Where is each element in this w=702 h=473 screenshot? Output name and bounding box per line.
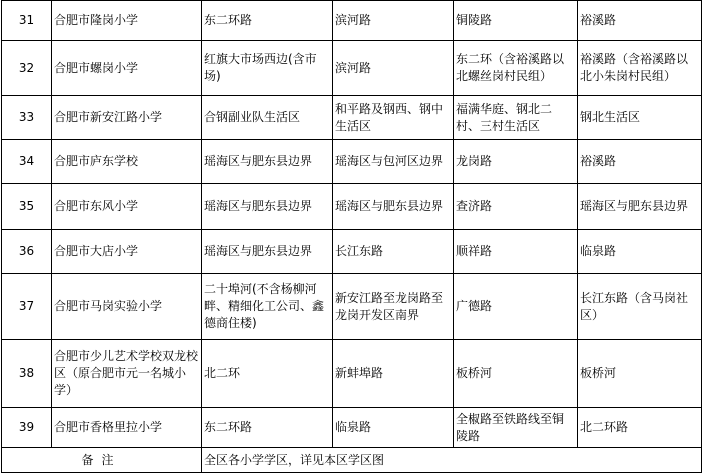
table-row (2, 340, 702, 408)
north-boundary: 钢北生活区 (578, 96, 702, 140)
west-boundary: 滨河路 (333, 41, 454, 96)
school-name: 合肥市东风小学 (52, 184, 202, 230)
north-boundary: 长江东路（含马岗社区） (578, 274, 702, 340)
row-number: 34 (2, 140, 52, 184)
north-boundary: 裕溪路 (578, 140, 702, 184)
west-boundary: 瑶海区与肥东县边界 (333, 184, 454, 230)
row-number: 36 (2, 230, 52, 274)
table-row (2, 140, 702, 184)
north-boundary: 临泉路 (578, 230, 702, 274)
south-boundary: 铜陵路 (454, 1, 578, 41)
table-row (2, 41, 702, 96)
east-boundary: 东二环路 (202, 408, 333, 448)
south-boundary: 查济路 (454, 184, 578, 230)
west-boundary: 新蚌埠路 (333, 340, 454, 408)
table-body (2, 1, 702, 473)
row-number: 32 (2, 41, 52, 96)
north-boundary: 裕溪路（含裕溪路以北小朱岗村民组） (578, 41, 702, 96)
row-number: 33 (2, 96, 52, 140)
table-row (2, 274, 702, 340)
west-boundary: 滨河路 (333, 1, 454, 41)
row-number: 31 (2, 1, 52, 41)
school-name: 合肥市螺岗小学 (52, 41, 202, 96)
east-boundary: 二十埠河(不含杨柳河畔、精细化工公司、鑫德商住楼) (202, 274, 333, 340)
east-boundary: 瑶海区与肥东县边界 (202, 140, 333, 184)
school-name: 合肥市马岗实验小学 (52, 274, 202, 340)
south-boundary: 全椒路至铁路线至铜陵路 (454, 408, 578, 448)
south-boundary: 龙岗路 (454, 140, 578, 184)
row-number: 39 (2, 408, 52, 448)
south-boundary: 广德路 (454, 274, 578, 340)
table-row (2, 96, 702, 140)
school-name: 合肥市香格里拉小学 (52, 408, 202, 448)
row-number: 37 (2, 274, 52, 340)
north-boundary: 瑶海区与肥东县边界 (578, 184, 702, 230)
east-boundary: 瑶海区与肥东县边界 (202, 184, 333, 230)
north-boundary: 裕溪路 (578, 1, 702, 41)
east-boundary: 北二环 (202, 340, 333, 408)
note-text: 全区各小学学区，详见本区学区图 (202, 448, 702, 473)
table-row (2, 184, 702, 230)
west-boundary: 和平路及钢西、钢中生活区 (333, 96, 454, 140)
east-boundary: 红旗大市场西边(含市场) (202, 41, 333, 96)
school-name: 合肥市隆岗小学 (52, 1, 202, 41)
note-label: 备注 (2, 448, 202, 473)
south-boundary: 顺祥路 (454, 230, 578, 274)
table-row (2, 230, 702, 274)
west-boundary: 瑶海区与包河区边界 (333, 140, 454, 184)
row-number: 35 (2, 184, 52, 230)
east-boundary: 东二环路 (202, 1, 333, 41)
table-row (2, 1, 702, 41)
north-boundary: 板桥河 (578, 340, 702, 408)
row-number: 38 (2, 340, 52, 408)
west-boundary: 临泉路 (333, 408, 454, 448)
south-boundary: 福满华庭、钢北二村、三村生活区 (454, 96, 578, 140)
east-boundary: 合钢副业队生活区 (202, 96, 333, 140)
west-boundary: 新安江路至龙岗路至龙岗开发区南界 (333, 274, 454, 340)
east-boundary: 瑶海区与肥东县边界 (202, 230, 333, 274)
north-boundary: 北二环路 (578, 408, 702, 448)
table-row (2, 408, 702, 448)
south-boundary: 东二环（含裕溪路以北螺丝岗村民组） (454, 41, 578, 96)
school-name: 合肥市少儿艺术学校双龙校区（原合肥市元一名城小学） (52, 340, 202, 408)
school-name: 合肥市新安江路小学 (52, 96, 202, 140)
note-row (2, 448, 702, 473)
school-district-table (1, 0, 702, 473)
school-name: 合肥市庐东学校 (52, 140, 202, 184)
school-name: 合肥市大店小学 (52, 230, 202, 274)
south-boundary: 板桥河 (454, 340, 578, 408)
west-boundary: 长江东路 (333, 230, 454, 274)
